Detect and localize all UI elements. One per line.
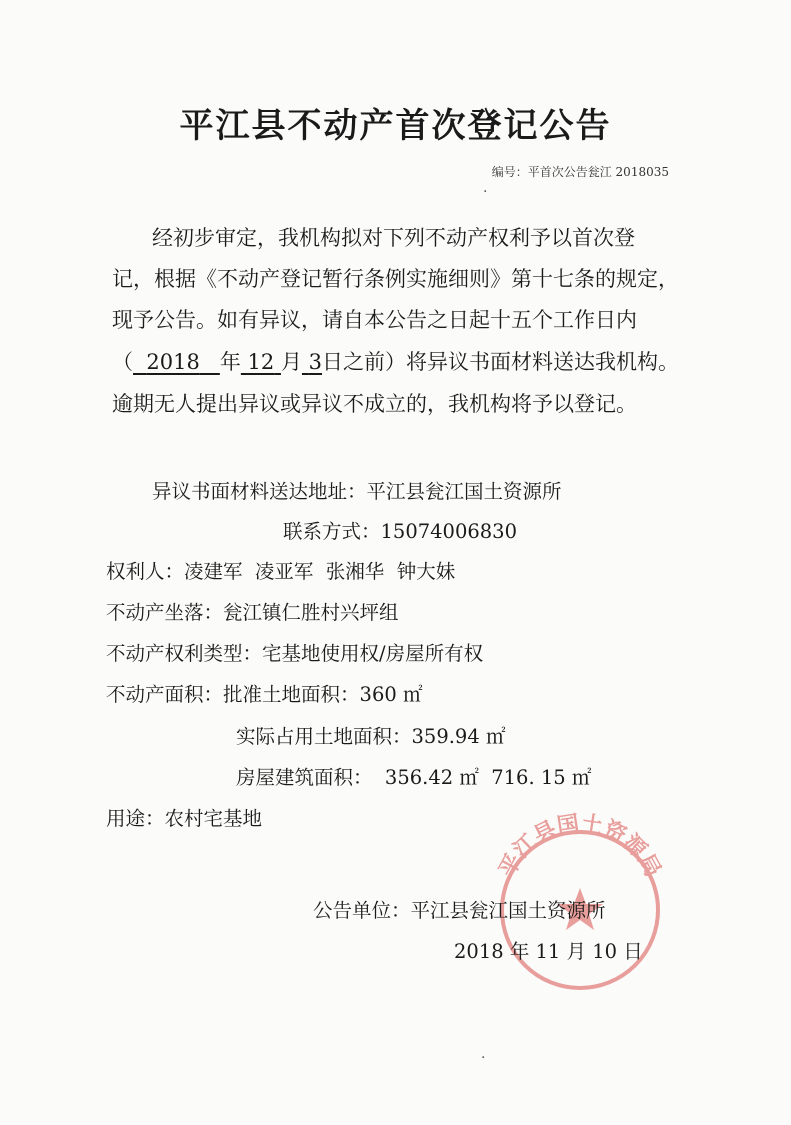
building-area-row [236, 762, 591, 790]
body-line-1: 经初步审定，我机构拟对下列不动产权利予以首次登 [152, 226, 635, 250]
document-number-label: 编号： [491, 165, 528, 179]
location-row [106, 597, 399, 625]
area-row [106, 679, 422, 707]
address-row [152, 476, 562, 504]
scan-dot: . [483, 180, 488, 196]
right-type-row [106, 638, 483, 666]
issuer-label: 公告单位： [313, 899, 411, 922]
issuer-value: 平江县瓮江国土资源所 [410, 899, 606, 922]
deadline-year [133, 350, 220, 374]
usage-value: 农村宅基地 [164, 807, 263, 830]
page-title: 平江县不动产首次登记公告 [179, 106, 612, 146]
holders-label: 权利人： [106, 560, 185, 583]
issue-date: 2018 年 11 月 10 日 [454, 940, 643, 963]
document-number [492, 163, 669, 180]
address-value: 平江县瓮江国土资源所 [366, 480, 562, 503]
contact-label: 联系方式： [283, 520, 381, 543]
svg-text:平江县国土资源局 [495, 812, 665, 882]
deadline-month-value: 12 [247, 350, 275, 374]
actual-area-value: 359.94 ㎡ [411, 725, 506, 748]
approved-area-label: 批准土地面积： [223, 683, 360, 706]
seal-text: 平江县国土资源局 [494, 811, 666, 882]
area-label: 不动产面积： [106, 683, 224, 706]
building-area-label: 房屋建筑面积： [236, 766, 373, 789]
usage-row [106, 803, 262, 831]
deadline-year-unit: 年 [219, 350, 241, 374]
usage-label: 用途： [106, 807, 165, 830]
deadline-month [241, 350, 281, 374]
deadline-day [302, 350, 322, 374]
actual-area-row [236, 721, 505, 749]
deadline-day-unit: 日之前） [322, 350, 407, 374]
location-value: 瓮江镇仁胜村兴坪组 [223, 601, 399, 624]
deadline-month-unit: 月 [280, 350, 302, 374]
contact-value: 15074006830 [380, 520, 517, 543]
actual-area-label: 实际占用土地面积： [236, 725, 412, 748]
address-label: 异议书面材料送达地址： [152, 480, 367, 503]
body-line-5: 逾期无人提出异议或异议不成立的，我机构将予以登记。 [112, 392, 637, 416]
location-label: 不动产坐落： [106, 601, 224, 624]
holders-row [106, 556, 455, 584]
deadline-open-paren: （ [112, 350, 133, 374]
document-number-value: 平首次公告瓮江 2018035 [527, 165, 669, 179]
right-type-label: 不动产权利类型： [106, 642, 263, 665]
approved-area-value: 360 ㎡ [359, 683, 423, 706]
body-line-2: 记，根据《不动产登记暂行条例实施细则》第十七条的规定， [112, 267, 679, 291]
holders-value: 凌建军 凌亚军 张湘华 钟大妹 [184, 560, 456, 583]
building-area-value: 356.42 ㎡ 716. 15 ㎡ [384, 766, 592, 789]
deadline-year-value: 2018 [146, 350, 200, 374]
deadline-day-value: 3 [308, 350, 323, 374]
right-type-value: 宅基地使用权/房屋所有权 [262, 642, 484, 665]
issuer-row [313, 895, 606, 923]
scan-dot-bottom: . [481, 1046, 486, 1062]
contact-row [283, 516, 517, 544]
body-line-3: 现予公告。如有异议，请自本公告之日起十五个工作日内 [112, 308, 637, 332]
deadline-rest: 将异议书面材料送达我机构。 [406, 350, 680, 374]
body-line-4-deadline [112, 346, 679, 376]
